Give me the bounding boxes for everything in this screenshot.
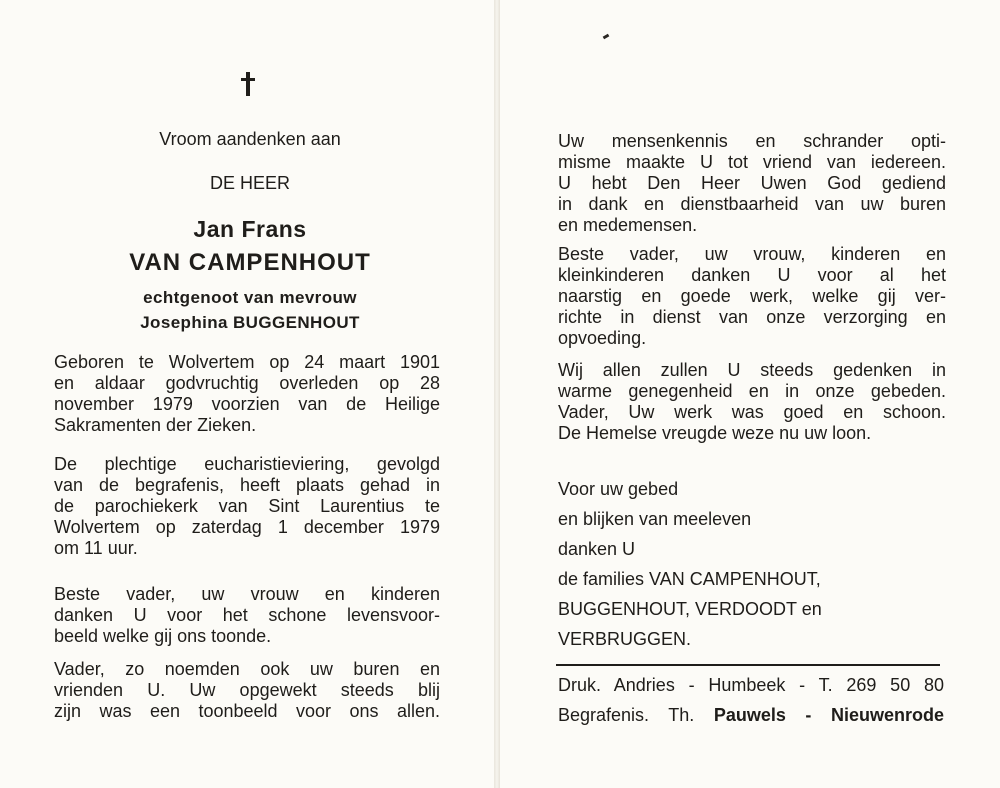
undertaker-line xyxy=(558,705,944,726)
text-line: van de begrafenis, heeft plaats gehad in xyxy=(54,475,440,495)
printer-credit xyxy=(558,675,944,696)
divider xyxy=(556,664,940,666)
text-line: BUGGENHOUT, VERDOODT en xyxy=(558,599,822,619)
text-line: De plechtige eucharistieviering, gevolgd xyxy=(54,454,440,474)
text-line: zijn was een toonbeeld voor ons allen. xyxy=(54,701,440,721)
text-line: Sakramenten der Zieken. xyxy=(54,415,257,435)
text-line: richte in dienst van onze verzorging en xyxy=(558,307,946,327)
text-line: vrienden U. Uw opgewekt steeds blij xyxy=(54,680,440,700)
text-line: Uw mensenkennis en schrander opti- xyxy=(558,131,946,151)
printer-line: Druk. Andries - Humbeek - T. 269 50 80 xyxy=(558,675,944,695)
text-line: warme genegenheid en in onze gebeden. xyxy=(558,381,946,401)
text-line: Voor uw gebed xyxy=(558,479,679,499)
text-line: in dank en dienstbaarheid van uw buren xyxy=(558,194,946,214)
text-line: Geboren te Wolvertem op 24 maart 1901 xyxy=(54,352,440,372)
text-line: U hebt Den Heer Uwen God gediend xyxy=(558,173,946,193)
left-paragraph-1 xyxy=(54,584,440,647)
text-line: en blijken van meeleven xyxy=(558,509,752,529)
text-line: en aldaar godvruchtig overleden op 28 xyxy=(54,373,440,393)
text-line: november 1979 voorzien van de Heilige xyxy=(54,394,440,414)
first-names: Jan Frans xyxy=(193,216,307,242)
text-line: Beste vader, uw vrouw, kinderen en xyxy=(558,244,946,264)
undertaker-credit xyxy=(558,705,944,726)
text-line: Wolvertem op zaterdag 1 december 1979 xyxy=(54,517,440,537)
spouse-name: Josephina BUGGENHOUT xyxy=(140,313,360,332)
surname: VAN CAMPENHOUT xyxy=(129,249,371,276)
text-line: de families VAN CAMPENHOUT, xyxy=(558,569,821,589)
spouse-label: echtgenoot van mevrouw xyxy=(143,288,357,307)
left-paragraph-2 xyxy=(54,659,440,722)
text-line: danken U xyxy=(558,539,636,559)
text-line: misme maakte U tot vriend van iedereen. xyxy=(558,152,946,172)
text-line: Vader, zo noemden ook uw buren en xyxy=(54,659,440,679)
text-line: danken U voor het schone levensvoor- xyxy=(54,605,440,625)
heading: Vroom aandenken aan xyxy=(159,129,341,149)
right-paragraph-1 xyxy=(558,131,946,236)
right-paragraph-3 xyxy=(558,360,946,444)
text-line: en medemensen. xyxy=(558,215,698,235)
birth-paragraph xyxy=(54,352,440,436)
title: DE HEER xyxy=(209,173,290,193)
thanks-block xyxy=(558,474,822,654)
text-line: Beste vader, uw vrouw en kinderen xyxy=(54,584,440,604)
text-line: kleinkinderen danken U voor al het xyxy=(558,265,946,285)
funeral-paragraph xyxy=(54,454,440,559)
text-line: naarstig en goede werk, welke gij ver- xyxy=(558,286,946,306)
card-fold xyxy=(494,0,500,788)
text-line: Vader, Uw werk was goed en schoon. xyxy=(558,402,946,422)
right-paragraph-2 xyxy=(558,244,946,349)
text-line: beeld welke gij ons toonde. xyxy=(54,626,272,646)
text-line: Wij allen zullen U steeds gedenken in xyxy=(558,360,946,380)
text-line: om 11 uur. xyxy=(54,538,138,558)
text-line: De Hemelse vreugde weze nu uw loon. xyxy=(558,423,872,443)
text-line: opvoeding. xyxy=(558,328,647,348)
text-line: VERBRUGGEN. xyxy=(558,629,692,649)
undertaker-prefix: Begrafenis. Th. xyxy=(558,705,695,725)
text-line: de parochiekerk van Sint Laurentius te xyxy=(54,496,440,516)
undertaker-name: Pauwels - Nieuwenrode xyxy=(713,705,944,725)
cross-icon xyxy=(241,72,255,96)
